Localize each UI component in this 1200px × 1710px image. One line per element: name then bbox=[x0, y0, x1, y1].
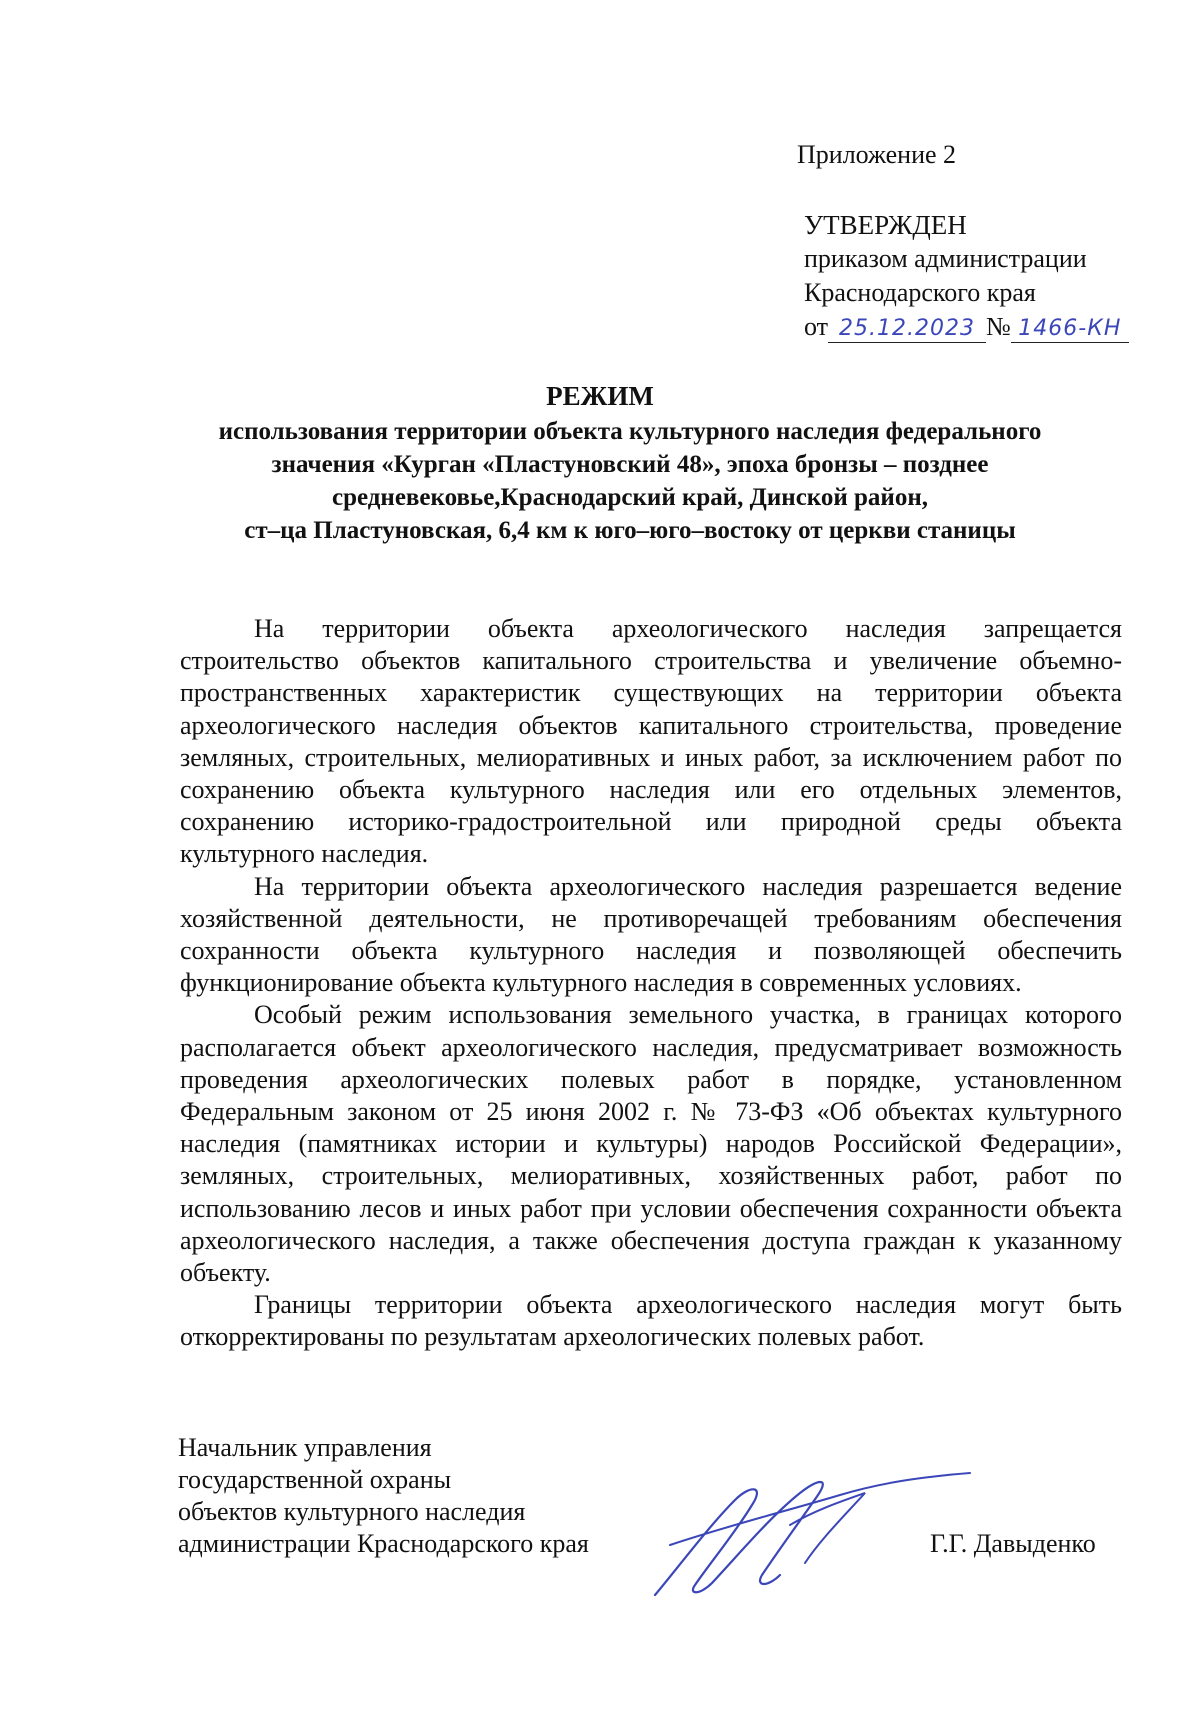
signatory-name: Г.Г. Давыденко bbox=[930, 1529, 1096, 1558]
position-line: государственной охраны bbox=[178, 1465, 452, 1494]
position-line: объектов культурного наследия bbox=[178, 1497, 526, 1526]
date-prefix: от bbox=[804, 312, 829, 341]
subtitle-line: значения «Курган «Пластуновский 48», эпоха бронзы – позднее bbox=[271, 451, 989, 478]
approval-stamp bbox=[804, 208, 1129, 344]
signatory-position bbox=[178, 1432, 589, 1560]
order-number: 1466-КН bbox=[1011, 316, 1129, 343]
approval-line: Краснодарского края bbox=[804, 278, 1036, 307]
document-title: РЕЖИМ bbox=[546, 381, 654, 411]
handwritten-signature bbox=[640, 1455, 980, 1605]
approval-line: приказом администрации bbox=[804, 244, 1087, 273]
body-paragraph: На территории объекта археологического наследия разрешается ведение хозяйственной деятельности, не противоречащей требованиям обеспечения сохранности объекта культурного наследия и позволяющей обеспечить функционирование объекта культурного наследия в современных условиях. bbox=[180, 871, 1122, 998]
approval-title: УТВЕРЖДЕН bbox=[804, 210, 967, 240]
position-line: администрации Краснодарского края bbox=[178, 1529, 589, 1558]
document-subtitle bbox=[160, 415, 1100, 547]
body-paragraph: Особый режим использования земельного участка, в границах которого располагается объект археологического наследия, предусматривает возможность проведения археологических полевых работ в порядке, установленном Федеральным законом от 25 июня 2002 г. № 73-ФЗ «Об объектах культурного наследия (памятниках истории и культуры) народов Российской Федерации», земляных, строительных, мелиоративных, хозяйственных работ, работ по использованию лесов и иных работ при условии обеспечения сохранности объекта археологического наследия, а также обеспечения доступа граждан к указанному объекту. bbox=[180, 1000, 1122, 1288]
order-date-line bbox=[804, 310, 1129, 344]
subtitle-line: средневековье,Краснодарский край, Динской район, bbox=[332, 484, 928, 511]
position-line: Начальник управления bbox=[178, 1433, 432, 1462]
appendix-label: Приложение 2 bbox=[797, 140, 957, 169]
subtitle-line: ст–ца Пластуновская, 6,4 км к юго–юго–востоку от церкви станицы bbox=[244, 517, 1016, 544]
subtitle-line: использования территории объекта культурного наследия федерального bbox=[218, 418, 1042, 445]
number-prefix: № bbox=[986, 312, 1011, 341]
document-body bbox=[180, 613, 1122, 1354]
body-paragraph: Границы территории объекта археологического наследия могут быть откорректированы по результатам археологических полевых работ. bbox=[180, 1290, 1122, 1352]
order-date: 25.12.2023 bbox=[828, 316, 986, 343]
body-paragraph: На территории объекта археологического наследия запрещается строительство объектов капитального строительства и увеличение объемно-пространственных характеристик существующих на территории объекта археологического наследия объектов капитального строительства, проведение земляных, строительных, мелиоративных и иных работ, за исключением работ по сохранению объекта культурного наследия или его отдельных элементов, сохранению историко-градостроительной или природной среды объекта культурного наследия. bbox=[180, 614, 1122, 869]
